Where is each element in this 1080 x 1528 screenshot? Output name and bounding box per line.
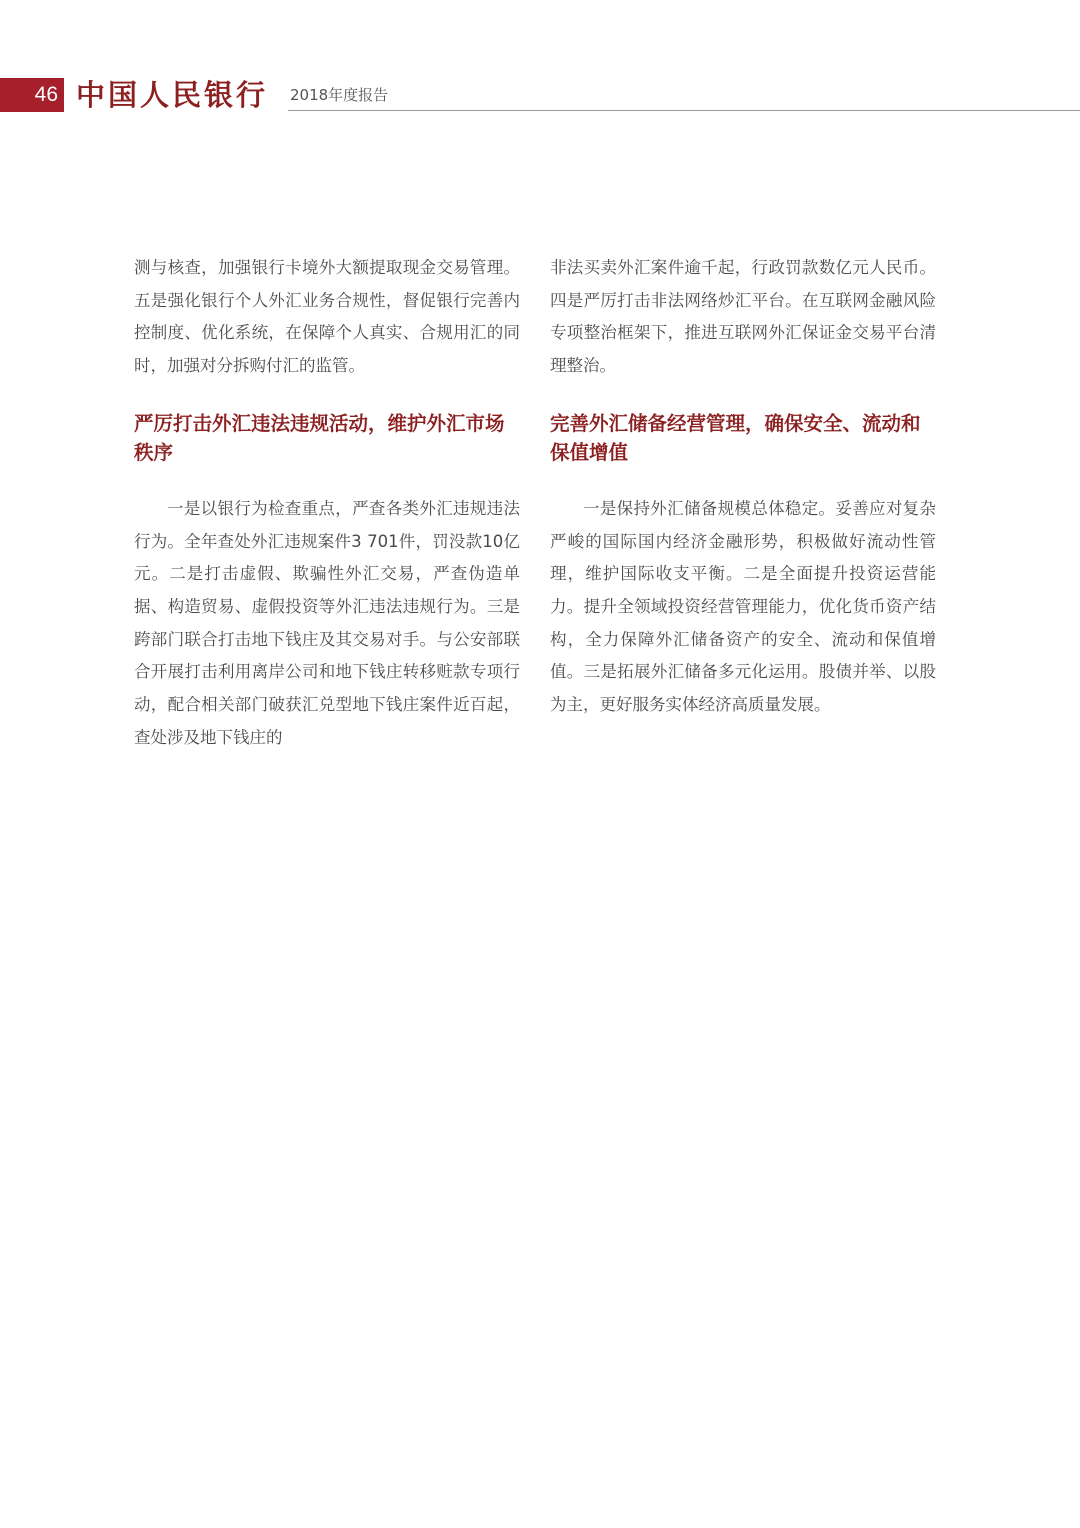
continued-paragraph: 非法买卖外汇案件逾千起，行政罚款数亿元人民币。四是严厉打击非法网络炒汇平台。在互联网金融风险专项整治框架下，推进互联网外汇保证金交易平台清理整治。 — [550, 258, 936, 376]
section-heading: 完善外汇储备经营管理，确保安全、流动和保值增值 — [550, 411, 921, 464]
continued-paragraph: 测与核查，加强银行卡境外大额提取现金交易管理。五是强化银行个人外汇业务合规性，督促银行完善内控制度、优化系统，在保障个人真实、合规用汇的同时，加强对分拆购付汇的监管。 — [134, 258, 520, 376]
page-number: 46 — [0, 78, 64, 112]
section-heading: 严厉打击外汇违法违规活动，维护外汇市场秩序 — [134, 411, 505, 464]
header-divider — [288, 110, 1080, 111]
bank-name-logo: 中国人民银行 — [76, 78, 269, 112]
section-paragraph: 一是以银行为检查重点，严查各类外汇违规违法行为。全年查处外汇违规案件3 701件，罚没款10亿元。二是打击虚假、欺骗性外汇交易，严查伪造单据、构造贸易、虚假投资等外汇违法违规行为。三是跨部门联合打击地下钱庄及其交易对手。与公安部联合开展打击利用离岸公司和地下钱庄转移赃款专项行动，配合相关部门破获汇兑型地下钱庄案件近百起，查处涉及地下钱庄的 — [134, 498, 520, 747]
right-column — [550, 252, 936, 722]
left-column — [134, 252, 520, 754]
section-paragraph: 一是保持外汇储备规模总体稳定。妥善应对复杂严峻的国际国内经济金融形势，积极做好流动性管理，维护国际收支平衡。二是全面提升投资运营能力。提升全领域投资经营管理能力，优化货币资产结构，全力保障外汇储备资产的安全、流动和保值增值。三是拓展外汇储备多元化运用。股债并举、以股为主，更好服务实体经济高质量发展。 — [550, 498, 936, 715]
report-title: 2018年度报告 — [290, 86, 389, 104]
